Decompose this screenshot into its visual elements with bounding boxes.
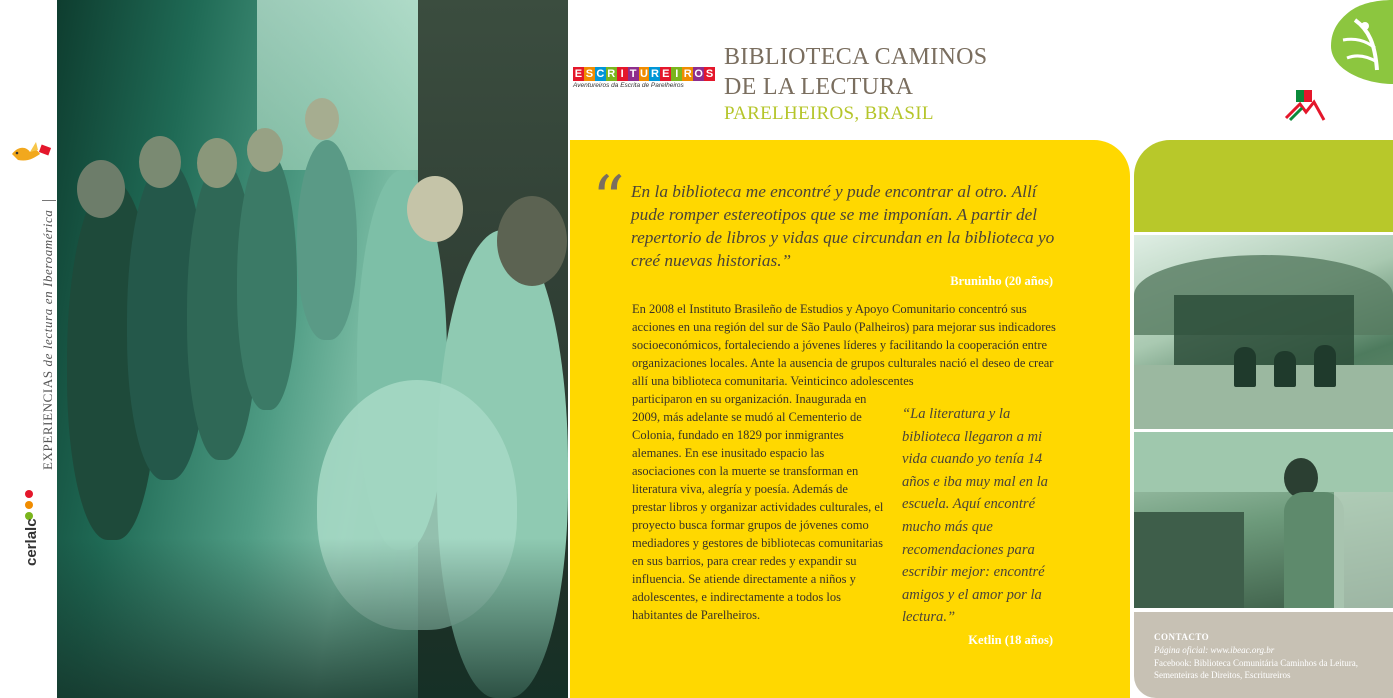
photo-head [497, 196, 567, 286]
photo-library-gathering [1134, 235, 1393, 429]
cerlalc-logo [14, 488, 44, 568]
logo-letter: U [640, 68, 648, 80]
green-accent-tab [1134, 140, 1393, 232]
side-quote: “La literatura y la biblioteca llegaron a mi vida cuando yo tenía 14 años e iba muy mal en la escuela. Aquí encontré mucho más que recomendaciones para escribir mejor: encontré amigos y el amor por la lectura.” [902, 406, 1048, 626]
photo-head [407, 176, 463, 242]
vertical-series-title: EXPERIENCIAS de lectura en Iberoamérica [40, 201, 56, 471]
main-quote: En la biblioteca me encontré y pude encontrar al otro. Allí pude romper estereotipos que se me imponían. A partir del repertorio de libros y vidas que circundan en la biblioteca yo creé nuevas historias.” [631, 182, 1055, 270]
photo-person [237, 150, 297, 410]
logo-subtitle: Aventureiros da Escrita de Parelheiros [573, 82, 684, 89]
escritureiros-logo [573, 67, 715, 91]
main-quote-author: Bruninho (20 años) [950, 274, 1053, 288]
logo-letter: I [617, 67, 628, 81]
contact-box [1134, 612, 1393, 698]
page-title-line-1: BIBLIOTECA CAMINOS [724, 44, 988, 70]
photo-ground [1134, 365, 1393, 429]
left-sidebar [0, 0, 57, 698]
photo-person [1274, 351, 1296, 387]
logo-letter: E [662, 68, 670, 80]
leaf-icon [1325, 0, 1393, 84]
body-paragraph-bottom: participaron en su organización. Inaugurada en 2009, más adelante se mudó al Cementerio de Colonia, fundado en 1829 por inmigrantes alemanes. En ese inusitado espacio las asociaciones con la muerte se transforman en literatura viva, alegría y poesía. Además de prestar libros y organizar actividades culturales, el proyecto busca formar grupos de jóvenes como mediadores y gestores de bibliotecas comunitarias en sus barrios, para crear redes y expandir su influencia. Se atiende directamente a niños y adolescentes, e indirectamente a todos los habitantes de Parelheiros. [632, 392, 884, 622]
logo-letter: C [596, 68, 605, 80]
main-group-photo [57, 0, 568, 698]
page-subtitle: PARELHEIROS, BRASIL [724, 103, 934, 124]
photo-window [257, 0, 437, 170]
logo-letter: R [650, 68, 659, 80]
side-quote-author: Ketlin (18 años) [968, 633, 1053, 647]
body-paragraph-top: En 2008 el Instituto Brasileño de Estudios y Apoyo Comunitario concentró sus acciones en una región del sur de São Paulo (Palheiros) para mejorar sus indicadores socioeconómicos, fortaleciendo a jóvenes líderes y facilitando la cooperación entre organizaciones locales. Ante la ausencia de grupos culturales nació el deseo de crear allí una biblioteca comunitaria. Veinticinco adolescentes [632, 302, 1056, 388]
photo-floor [57, 538, 568, 698]
logo-letter: O [694, 68, 703, 80]
logo-letter: R [683, 68, 692, 80]
logo-letter: T [628, 67, 639, 81]
photo-head [247, 128, 283, 172]
photo-person [297, 140, 357, 340]
photo-table [1134, 512, 1244, 608]
logo-letter: I [671, 67, 682, 81]
bird-icon [8, 138, 52, 172]
photo-reading-woman [1134, 432, 1393, 608]
contact-heading: CONTACTO [1154, 632, 1210, 642]
svg-text:cerlalc: cerlalc [23, 518, 40, 566]
logo-letter: E [574, 68, 583, 80]
quote-mark: “ [592, 163, 625, 237]
photo-head [139, 136, 181, 188]
photo-head [197, 138, 237, 188]
photo-wall [1334, 492, 1393, 608]
book-icon [1282, 88, 1328, 124]
page-title-line-2: DE LA LECTURA [724, 74, 914, 100]
photo-person [1234, 347, 1256, 387]
logo-letters [573, 67, 715, 81]
contact-website[interactable]: Página oficial: www.ibeac.org.br [1154, 645, 1275, 655]
logo-letter: S [585, 68, 594, 80]
logo-letter: R [607, 68, 616, 80]
contact-facebook[interactable]: Facebook: Biblioteca Comunitária Caminhos da Leitura, Sementeiras de Direitos, Escritureiros [1154, 658, 1358, 680]
logo-letter: S [705, 68, 714, 80]
photo-head [305, 98, 339, 140]
photo-person [1314, 345, 1336, 387]
photo-sky [1134, 432, 1393, 492]
photo-head [77, 160, 125, 218]
